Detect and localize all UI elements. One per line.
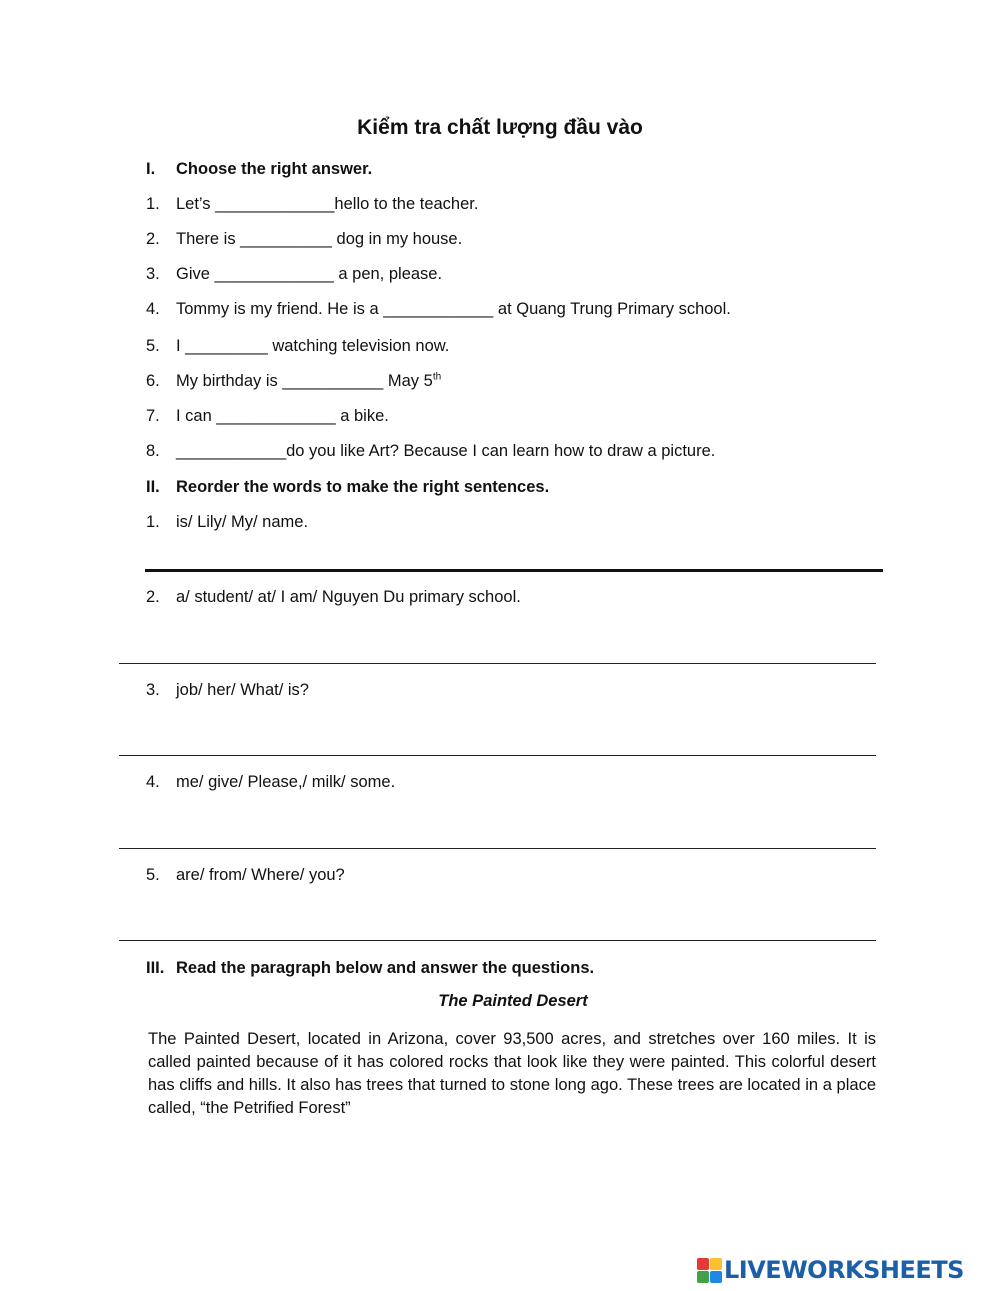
answer-line-1[interactable] (145, 569, 883, 572)
s2-item-4-num: 4. (146, 773, 160, 791)
s1-item-6 (176, 372, 441, 391)
story-title: The Painted Desert (438, 992, 588, 1010)
s1-item-1-num: 1. (146, 195, 160, 213)
s1-item-2-num: 2. (146, 230, 160, 248)
answer-line-5[interactable] (119, 940, 876, 941)
answer-line-4[interactable] (119, 848, 876, 849)
s1-item-8-num: 8. (146, 442, 160, 460)
s2-item-1-num: 1. (146, 513, 160, 531)
s2-item-4-text: me/ give/ Please,/ milk/ some. (176, 773, 396, 791)
section3-heading: Read the paragraph below and answer the questions. (176, 959, 595, 977)
s1-item-7-text: I can _____________ a bike. (176, 407, 389, 425)
s2-item-2-num: 2. (146, 588, 160, 606)
logo-text: LIVEWORKSHEETS (724, 1256, 964, 1284)
s1-item-7-num: 7. (146, 407, 160, 425)
s1-item-6-text: My birthday is ___________ May 5 (176, 372, 433, 390)
section2-numeral: II. (146, 478, 160, 496)
s2-item-5-text: are/ from/ Where/ you? (176, 866, 345, 884)
s1-item-2-text: There is __________ dog in my house. (176, 230, 463, 248)
s1-item-6-num: 6. (146, 372, 160, 390)
s1-item-3-text: Give _____________ a pen, please. (176, 265, 443, 283)
s1-item-3-num: 3. (146, 265, 160, 283)
s1-item-4-text: Tommy is my friend. He is a ____________ at Quang Trung Primary school. (176, 300, 731, 318)
section3-numeral: III. (146, 959, 165, 977)
section1-heading: Choose the right answer. (176, 160, 373, 178)
s1-item-1-text: Let’s _____________hello to the teacher. (176, 195, 479, 213)
answer-line-2[interactable] (119, 663, 876, 664)
s2-item-3-text: job/ her/ What/ is? (176, 681, 309, 699)
section1-numeral: I. (146, 160, 156, 178)
s1-item-6-sup: th (432, 371, 442, 383)
s1-item-5-num: 5. (146, 337, 160, 355)
page-title: Kiểm tra chất lượng đầu vào (357, 116, 643, 139)
liveworksheets-logo (697, 1255, 964, 1285)
s2-item-5-num: 5. (146, 866, 160, 884)
reading-paragraph: The Painted Desert, located in Arizona, cover 93,500 acres, and stretches over 160 miles. It is called painted because of it has colored rocks that look like they were painted. This colorful desert has cliffs and hills. It also has trees that turned to stone long ago. These trees are located in a place called, “the Petrified Forest” (148, 1030, 876, 1117)
s2-item-3-num: 3. (146, 681, 160, 699)
section2-heading: Reorder the words to make the right sentences. (176, 478, 550, 496)
liveworksheets-logo-icon (697, 1258, 722, 1283)
s2-item-2-text: a/ student/ at/ I am/ Nguyen Du primary school. (176, 588, 521, 606)
answer-line-3[interactable] (119, 755, 876, 756)
s1-item-4-num: 4. (146, 300, 160, 318)
s2-item-1-text: is/ Lily/ My/ name. (176, 513, 309, 531)
s1-item-5-text: I _________ watching television now. (176, 337, 450, 355)
s1-item-8-text: ____________do you like Art? Because I can learn how to draw a picture. (176, 442, 716, 460)
